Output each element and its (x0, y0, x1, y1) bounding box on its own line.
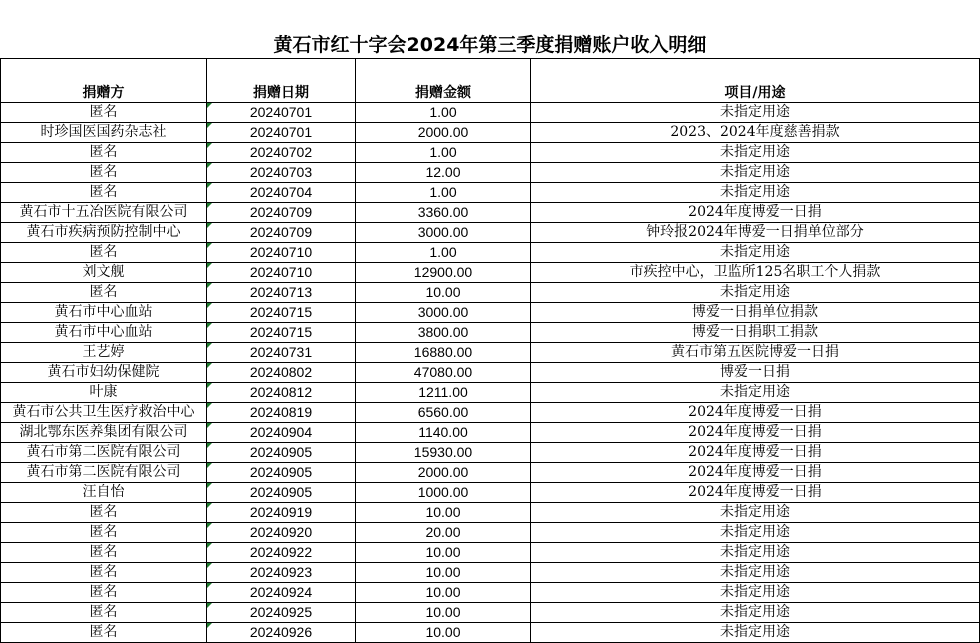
date-value: 20240715 (249, 324, 313, 340)
date-value: 20240802 (249, 364, 313, 380)
table-row (1, 263, 980, 283)
cell-indicator-icon (207, 603, 212, 608)
table-row (1, 583, 980, 603)
donor-cell[interactable]: 时珍国医国药杂志社 (1, 123, 207, 143)
donation-table (0, 58, 980, 643)
date-cell[interactable] (207, 223, 356, 243)
date-cell[interactable] (207, 603, 356, 623)
date-cell[interactable] (207, 143, 356, 163)
amount-cell[interactable]: 2000.00 (356, 463, 531, 483)
donor-cell[interactable]: 黄石市中心血站 (1, 323, 207, 343)
date-cell[interactable] (207, 443, 356, 463)
purpose-cell[interactable]: 博爱一日捐单位捐款 (531, 303, 980, 323)
header-row (1, 59, 980, 103)
table-row (1, 383, 980, 403)
date-value: 20240710 (249, 264, 313, 280)
purpose-cell[interactable]: 未指定用途 (531, 623, 980, 643)
donor-cell[interactable]: 黄石市第二医院有限公司 (1, 443, 207, 463)
purpose-cell[interactable]: 未指定用途 (531, 383, 980, 403)
donor-cell[interactable]: 王艺婷 (1, 343, 207, 363)
purpose-cell[interactable]: 钟玲报2024年博爱一日捐单位部分 (531, 223, 980, 243)
table-row (1, 183, 980, 203)
amount-cell[interactable]: 1.00 (356, 143, 531, 163)
date-value: 20240922 (249, 544, 313, 560)
cell-indicator-icon (207, 503, 212, 508)
cell-indicator-icon (207, 363, 212, 368)
amount-cell[interactable]: 12.00 (356, 163, 531, 183)
date-value: 20240905 (249, 484, 313, 500)
date-cell[interactable] (207, 523, 356, 543)
date-cell[interactable] (207, 323, 356, 343)
donor-cell[interactable]: 匿名 (1, 183, 207, 203)
table-row (1, 423, 980, 443)
table-row (1, 503, 980, 523)
cell-indicator-icon (207, 343, 212, 348)
date-value: 20240731 (249, 344, 313, 360)
date-cell[interactable] (207, 403, 356, 423)
table-row (1, 523, 980, 543)
table-row (1, 163, 980, 183)
cell-indicator-icon (207, 623, 212, 628)
cell-indicator-icon (207, 203, 212, 208)
date-cell[interactable] (207, 623, 356, 643)
purpose-cell[interactable]: 市疾控中心，卫监所125名职工个人捐款 (531, 263, 980, 283)
donor-cell[interactable]: 黄石市十五冶医院有限公司 (1, 203, 207, 223)
date-value: 20240905 (249, 444, 313, 460)
date-value: 20240709 (249, 224, 313, 240)
cell-indicator-icon (207, 123, 212, 128)
donor-cell[interactable]: 匿名 (1, 623, 207, 643)
date-value: 20240819 (249, 404, 313, 420)
table-row (1, 403, 980, 423)
amount-cell[interactable]: 10.00 (356, 563, 531, 583)
date-cell[interactable] (207, 283, 356, 303)
cell-indicator-icon (207, 443, 212, 448)
date-value: 20240704 (249, 184, 313, 200)
amount-cell[interactable]: 3360.00 (356, 203, 531, 223)
purpose-cell[interactable]: 未指定用途 (531, 283, 980, 303)
date-cell[interactable] (207, 103, 356, 123)
cell-indicator-icon (207, 103, 212, 108)
purpose-cell[interactable]: 2024年度博爱一日捐 (531, 483, 980, 503)
amount-cell[interactable]: 1211.00 (356, 383, 531, 403)
table-row (1, 563, 980, 583)
donor-cell[interactable]: 湖北鄂东医养集团有限公司 (1, 423, 207, 443)
purpose-cell[interactable]: 未指定用途 (531, 583, 980, 603)
table-row (1, 123, 980, 143)
amount-cell[interactable]: 3800.00 (356, 323, 531, 343)
date-value: 20240924 (249, 584, 313, 600)
date-value: 20240715 (249, 304, 313, 320)
date-value: 20240923 (249, 564, 313, 580)
date-value: 20240709 (249, 204, 313, 220)
date-cell[interactable] (207, 423, 356, 443)
table-row (1, 603, 980, 623)
purpose-cell[interactable]: 未指定用途 (531, 523, 980, 543)
sheet-title: 黄石市红十字会2024年第三季度捐赠账户收入明细 (273, 34, 707, 56)
date-cell[interactable] (207, 563, 356, 583)
table-row (1, 303, 980, 323)
amount-cell[interactable]: 10.00 (356, 543, 531, 563)
table-row (1, 543, 980, 563)
date-cell[interactable] (207, 123, 356, 143)
amount-cell[interactable]: 1.00 (356, 183, 531, 203)
purpose-cell[interactable]: 未指定用途 (531, 603, 980, 623)
purpose-cell[interactable]: 未指定用途 (531, 563, 980, 583)
amount-cell[interactable]: 1.00 (356, 243, 531, 263)
donor-cell[interactable]: 匿名 (1, 523, 207, 543)
cell-indicator-icon (207, 423, 212, 428)
purpose-cell[interactable]: 未指定用途 (531, 163, 980, 183)
column-header-date[interactable]: 捐赠日期 (207, 59, 356, 103)
date-cell[interactable] (207, 383, 356, 403)
date-value: 20240703 (249, 164, 313, 180)
donor-cell[interactable]: 黄石市妇幼保健院 (1, 363, 207, 383)
date-cell[interactable] (207, 463, 356, 483)
table-row (1, 283, 980, 303)
date-value: 20240926 (249, 624, 313, 640)
donor-cell[interactable]: 匿名 (1, 243, 207, 263)
purpose-cell[interactable]: 2024年度博爱一日捐 (531, 423, 980, 443)
donor-cell[interactable]: 叶康 (1, 383, 207, 403)
purpose-cell[interactable]: 未指定用途 (531, 103, 980, 123)
table-row (1, 363, 980, 383)
date-cell[interactable] (207, 183, 356, 203)
amount-cell[interactable]: 10.00 (356, 623, 531, 643)
date-value: 20240919 (249, 504, 313, 520)
purpose-cell[interactable]: 未指定用途 (531, 143, 980, 163)
donor-cell[interactable]: 匿名 (1, 543, 207, 563)
amount-cell[interactable]: 1.00 (356, 103, 531, 123)
date-cell[interactable] (207, 583, 356, 603)
table-row (1, 143, 980, 163)
amount-cell[interactable]: 47080.00 (356, 363, 531, 383)
date-cell[interactable] (207, 543, 356, 563)
donor-cell[interactable]: 刘文舰 (1, 263, 207, 283)
cell-indicator-icon (207, 403, 212, 408)
donor-cell[interactable]: 匿名 (1, 103, 207, 123)
donor-cell[interactable]: 黄石市中心血站 (1, 303, 207, 323)
purpose-cell[interactable]: 未指定用途 (531, 243, 980, 263)
date-cell[interactable] (207, 343, 356, 363)
purpose-cell[interactable]: 未指定用途 (531, 503, 980, 523)
cell-indicator-icon (207, 243, 212, 248)
table-row (1, 203, 980, 223)
purpose-cell[interactable]: 2024年度博爱一日捐 (531, 463, 980, 483)
amount-cell[interactable]: 1000.00 (356, 483, 531, 503)
purpose-cell[interactable]: 未指定用途 (531, 543, 980, 563)
table-row (1, 343, 980, 363)
amount-cell[interactable]: 10.00 (356, 503, 531, 523)
donor-cell[interactable]: 匿名 (1, 143, 207, 163)
date-value: 20240701 (249, 104, 313, 120)
date-cell[interactable] (207, 303, 356, 323)
table-body (1, 103, 980, 643)
donor-cell[interactable]: 黄石市公共卫生医疗救治中心 (1, 403, 207, 423)
date-value: 20240920 (249, 524, 313, 540)
date-value: 20240925 (249, 604, 313, 620)
date-value: 20240905 (249, 464, 313, 480)
table-row (1, 443, 980, 463)
cell-indicator-icon (207, 323, 212, 328)
purpose-cell[interactable]: 博爱一日捐 (531, 363, 980, 383)
cell-indicator-icon (207, 283, 212, 288)
date-cell[interactable] (207, 203, 356, 223)
table-row (1, 323, 980, 343)
purpose-cell[interactable]: 未指定用途 (531, 183, 980, 203)
donor-cell[interactable]: 匿名 (1, 603, 207, 623)
amount-cell[interactable]: 16880.00 (356, 343, 531, 363)
cell-indicator-icon (207, 163, 212, 168)
purpose-cell[interactable]: 2024年度博爱一日捐 (531, 203, 980, 223)
amount-cell[interactable]: 10.00 (356, 603, 531, 623)
table-row (1, 223, 980, 243)
cell-indicator-icon (207, 303, 212, 308)
date-value: 20240713 (249, 284, 313, 300)
amount-cell[interactable]: 6560.00 (356, 403, 531, 423)
date-cell[interactable] (207, 503, 356, 523)
donor-cell[interactable]: 黄石市第二医院有限公司 (1, 463, 207, 483)
date-value: 20240812 (249, 384, 313, 400)
date-cell[interactable] (207, 363, 356, 383)
amount-cell[interactable]: 2000.00 (356, 123, 531, 143)
donor-cell[interactable]: 黄石市疾病预防控制中心 (1, 223, 207, 243)
table-row (1, 623, 980, 643)
table-row (1, 483, 980, 503)
donor-cell[interactable]: 匿名 (1, 583, 207, 603)
amount-cell[interactable]: 12900.00 (356, 263, 531, 283)
donor-cell[interactable]: 汪自怡 (1, 483, 207, 503)
purpose-cell[interactable]: 黄石市第五医院博爱一日捐 (531, 343, 980, 363)
date-value: 20240702 (249, 144, 313, 160)
date-cell[interactable] (207, 483, 356, 503)
donor-cell[interactable]: 匿名 (1, 163, 207, 183)
cell-indicator-icon (207, 583, 212, 588)
column-header-donor[interactable]: 捐赠方 (1, 59, 207, 103)
table-row (1, 243, 980, 263)
date-value: 20240701 (249, 124, 313, 140)
column-header-purpose[interactable]: 项目/用途 (531, 59, 980, 103)
purpose-cell[interactable]: 博爱一日捐职工捐款 (531, 323, 980, 343)
purpose-cell[interactable]: 2024年度博爱一日捐 (531, 443, 980, 463)
cell-indicator-icon (207, 223, 212, 228)
cell-indicator-icon (207, 383, 212, 388)
amount-cell[interactable]: 15930.00 (356, 443, 531, 463)
table-row (1, 103, 980, 123)
purpose-cell[interactable]: 2024年度博爱一日捐 (531, 403, 980, 423)
date-value: 20240904 (249, 424, 313, 440)
purpose-cell[interactable]: 2023、2024年度慈善捐款 (531, 123, 980, 143)
cell-indicator-icon (207, 263, 212, 268)
date-value: 20240710 (249, 244, 313, 260)
cell-indicator-icon (207, 143, 212, 148)
column-header-amount[interactable]: 捐赠金额 (356, 59, 531, 103)
donor-cell[interactable]: 匿名 (1, 503, 207, 523)
amount-cell[interactable]: 10.00 (356, 283, 531, 303)
amount-cell[interactable]: 20.00 (356, 523, 531, 543)
cell-indicator-icon (207, 543, 212, 548)
donor-cell[interactable]: 匿名 (1, 283, 207, 303)
date-cell[interactable] (207, 243, 356, 263)
amount-cell[interactable]: 10.00 (356, 583, 531, 603)
amount-cell[interactable]: 3000.00 (356, 223, 531, 243)
amount-cell[interactable]: 1140.00 (356, 423, 531, 443)
cell-indicator-icon (207, 483, 212, 488)
date-cell[interactable] (207, 163, 356, 183)
cell-indicator-icon (207, 563, 212, 568)
cell-indicator-icon (207, 523, 212, 528)
cell-indicator-icon (207, 463, 212, 468)
amount-cell[interactable]: 3000.00 (356, 303, 531, 323)
date-cell[interactable] (207, 263, 356, 283)
donor-cell[interactable]: 匿名 (1, 563, 207, 583)
table-row (1, 463, 980, 483)
cell-indicator-icon (207, 183, 212, 188)
